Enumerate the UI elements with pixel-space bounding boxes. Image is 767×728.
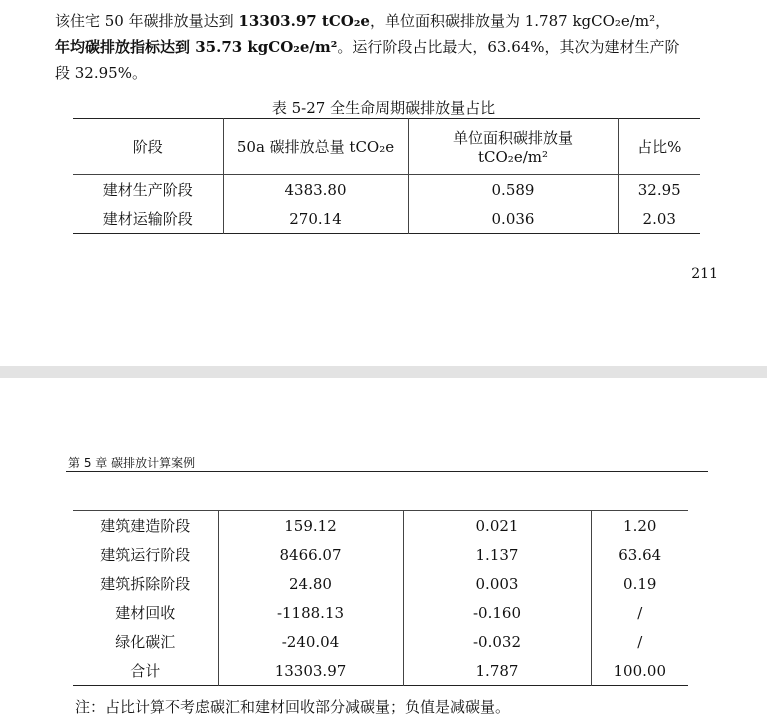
para-text: 。运行阶段占比最大，63.64%，其次为建材生产阶 [337, 38, 680, 56]
cell-total: 8466.07 [218, 540, 403, 569]
table-caption: 表 5-27 全生命周期碳排放量占比 [271, 99, 496, 117]
page-separator [0, 366, 767, 378]
table-total-row [73, 656, 688, 686]
table-row [73, 598, 688, 627]
table-row [73, 540, 688, 569]
cell-total: 4383.80 [223, 175, 408, 205]
running-header: 第 5 章 碳排放计算案例 [68, 456, 196, 470]
table-row [73, 569, 688, 598]
table-header-row [73, 119, 700, 175]
cell-stage: 建筑运行阶段 [100, 546, 191, 564]
cell-share: / [591, 598, 688, 627]
para-text: ，单位面积碳排放量为 1.787 kgCO₂e/m²， [369, 12, 671, 30]
cell-total: 270.14 [223, 204, 408, 234]
paragraph-line-2 [55, 36, 725, 58]
cell-share: 2.03 [618, 204, 700, 234]
cell-share: 63.64 [591, 540, 688, 569]
col-header-total: 50a 碳排放总量 tCO₂e [223, 119, 408, 175]
cell-stage: 建材生产阶段 [102, 181, 193, 199]
header-rule [66, 471, 708, 472]
cell-share: 0.19 [591, 569, 688, 598]
col-header-stage: 阶段 [73, 119, 223, 175]
cell-total: 24.80 [218, 569, 403, 598]
col-header-share: 占比% [618, 119, 700, 175]
col-header-per-area [408, 119, 618, 175]
cell-per-area: 0.589 [408, 175, 618, 205]
cell-stage: 建筑建造阶段 [100, 517, 191, 535]
col-header-per-area-line2: tCO₂e/m² [478, 148, 548, 166]
para-bold-total: 13303.97 tCO₂e [238, 12, 370, 30]
cell-share: 32.95 [618, 175, 700, 205]
cell-per-area: 1.137 [403, 540, 591, 569]
cell-stage: 建筑拆除阶段 [100, 575, 191, 593]
table-row [73, 175, 700, 205]
table-row [73, 511, 688, 541]
cell-per-area: 1.787 [403, 656, 591, 686]
cell-share: 100.00 [591, 656, 688, 686]
cell-per-area: 0.036 [408, 204, 618, 234]
para-bold-annual: 年均碳排放指标达到 35.73 kgCO₂e/m² [55, 38, 338, 56]
cell-total: -240.04 [218, 627, 403, 656]
col-header-per-area-line1: 单位面积碳排放量 [452, 129, 573, 147]
cell-share: / [591, 627, 688, 656]
cell-per-area: 0.003 [403, 569, 591, 598]
cell-stage: 绿化碳汇 [115, 633, 176, 651]
table-note: 注：占比计算不考虑碳汇和建材回收部分减碳量；负值是减碳量。 [75, 698, 511, 716]
cell-per-area: -0.160 [403, 598, 591, 627]
cell-per-area: -0.032 [403, 627, 591, 656]
carbon-table-part2 [73, 510, 688, 686]
cell-stage: 建材运输阶段 [102, 210, 193, 228]
table-row [73, 627, 688, 656]
para-text: 该住宅 50 年碳排放量达到 [55, 12, 239, 30]
paragraph-line-1 [55, 10, 725, 32]
table-row [73, 204, 700, 234]
paragraph-line-3: 段 32.95%。 [55, 64, 147, 82]
cell-per-area: 0.021 [403, 511, 591, 541]
cell-total: 159.12 [218, 511, 403, 541]
cell-total: -1188.13 [218, 598, 403, 627]
carbon-table-part1 [73, 118, 700, 234]
cell-share: 1.20 [591, 511, 688, 541]
cell-stage: 合计 [130, 662, 161, 680]
page-number: 211 [691, 266, 718, 282]
page-212 [0, 378, 767, 728]
cell-stage: 建材回收 [115, 604, 176, 622]
cell-total: 13303.97 [218, 656, 403, 686]
